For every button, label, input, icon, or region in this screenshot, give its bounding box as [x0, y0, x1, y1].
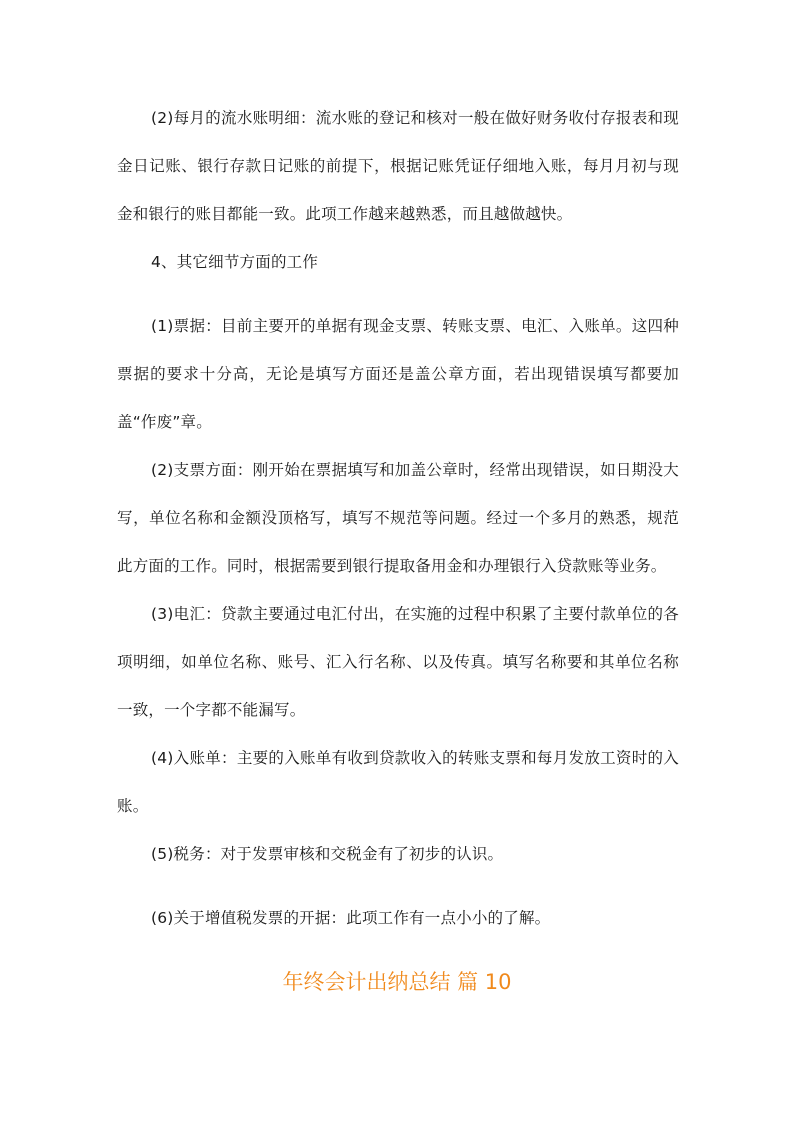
paragraph-deposit-slip: (4)入账单：主要的入账单有收到贷款收入的转账支票和每月发放工资时的入账。 — [117, 749, 679, 815]
paragraph-bills: (1)票据：目前主要开的单据有现金支票、转账支票、电汇、入账单。这四种票据的要求十分高，无论是填写方面还是盖公章方面，若出现错误填写都要加盖“作废”章。 — [117, 317, 679, 431]
paragraph-cheques: (2)支票方面：刚开始在票据填写和加盖公章时，经常出现错误，如日期没大写，单位名称和金额没顶格写，填写不规范等问题。经过一个多月的熟悉，规范此方面的工作。同时，根据需要到银行提取备用金和办理银行入贷款账等业务。 — [117, 461, 679, 575]
paragraph-other-details-title: 4、其它细节方面的工作 — [151, 253, 319, 271]
paragraph-taxation: (5)税务：对于发票审核和交税金有了初步的认识。 — [151, 845, 504, 863]
section-heading: 年终会计出纳总结 篇 10 — [282, 970, 512, 994]
paragraph-monthly-ledger: (2)每月的流水账明细：流水账的登记和核对一般在做好财务收付存报表和现金日记账、银行存款日记账的前提下，根据记账凭证仔细地入账，每月月初与现金和银行的账目都能一致。此项工作越来越熟悉，而且越做越快。 — [117, 109, 679, 223]
paragraph-vat-invoice: (6)关于增值税发票的开据：此项工作有一点小小的了解。 — [151, 909, 551, 927]
paragraph-wire-transfer: (3)电汇：贷款主要通过电汇付出，在实施的过程中积累了主要付款单位的各项明细，如单位名称、账号、汇入行名称、以及传真。填写名称要和其单位名称一致，一个字都不能漏写。 — [117, 605, 679, 719]
